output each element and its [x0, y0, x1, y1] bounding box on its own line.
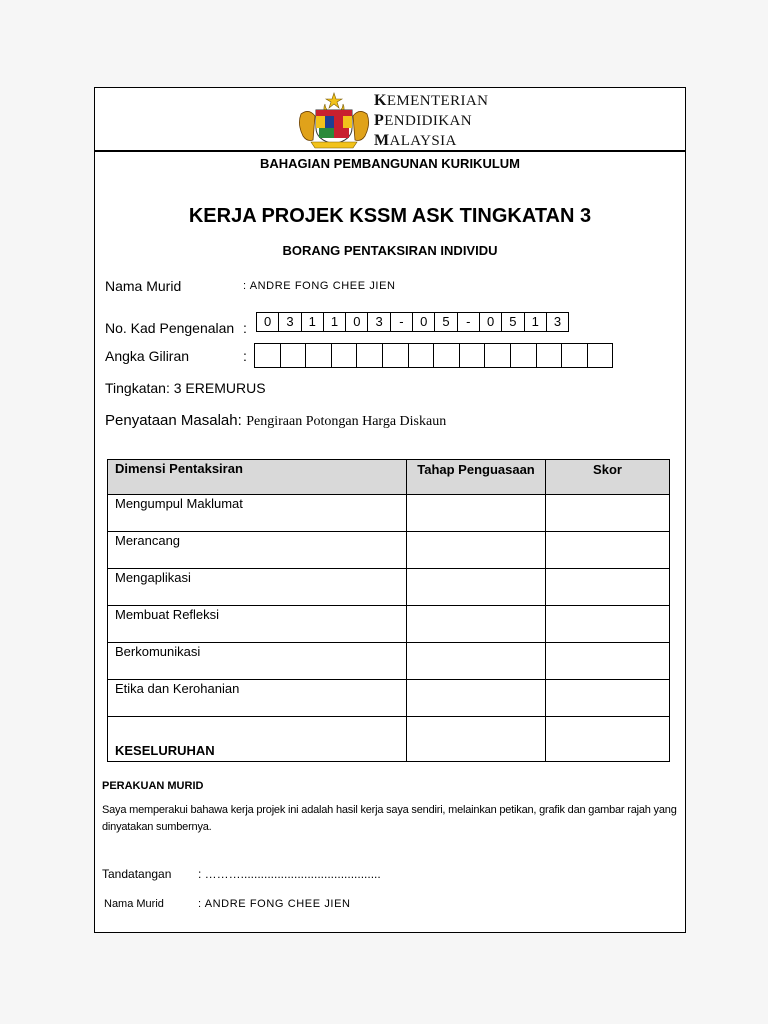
- ic-number-label: No. Kad Pengenalan: [105, 320, 235, 336]
- angka-giliran-box[interactable]: [356, 343, 383, 368]
- angka-giliran-box[interactable]: [254, 343, 281, 368]
- dimension-cell: Merancang: [108, 532, 407, 569]
- tahap-cell[interactable]: [407, 569, 546, 606]
- page-title: KERJA PROJEK KSSM ASK TINGKATAN 3: [188, 205, 592, 227]
- total-tahap-cell[interactable]: [407, 717, 546, 762]
- angka-giliran-box[interactable]: [280, 343, 307, 368]
- header-tahap: Tahap Penguasaan: [407, 460, 546, 495]
- skor-cell[interactable]: [546, 606, 670, 643]
- skor-cell[interactable]: [546, 495, 670, 532]
- header-skor: Skor: [546, 460, 670, 495]
- ministry-line-3: MALAYSIA: [374, 132, 457, 149]
- ic-digit-box: 0: [479, 312, 502, 332]
- angka-giliran-box[interactable]: [433, 343, 460, 368]
- angka-giliran-box[interactable]: [484, 343, 511, 368]
- signature-label: Tandatangan: [102, 867, 172, 881]
- dimension-cell: Mengaplikasi: [108, 569, 407, 606]
- dimension-cell: Berkomunikasi: [108, 643, 407, 680]
- angka-giliran-box[interactable]: [459, 343, 486, 368]
- problem-statement-label: Penyataan Masalah:: [105, 412, 242, 429]
- ic-digit-box: -: [390, 312, 413, 332]
- skor-cell[interactable]: [546, 532, 670, 569]
- angka-giliran-box[interactable]: [587, 343, 614, 368]
- assessment-row: [108, 606, 670, 643]
- ic-number-colon: :: [243, 320, 247, 336]
- problem-statement-value: Pengiraan Potongan Harga Diskaun: [246, 414, 447, 429]
- form-subtitle: BORANG PENTAKSIRAN INDIVIDU: [282, 243, 498, 258]
- total-row: [108, 717, 670, 762]
- skor-cell[interactable]: [546, 569, 670, 606]
- ministry-line-2: PENDIDIKAN: [374, 112, 472, 129]
- angka-giliran-box[interactable]: [331, 343, 358, 368]
- ic-digit-box: 5: [434, 312, 457, 332]
- ic-digit-box: 0: [412, 312, 435, 332]
- assessment-row: [108, 643, 670, 680]
- header-dimension: Dimensi Pentaksiran: [108, 460, 407, 495]
- assessment-row: [108, 532, 670, 569]
- declaration-name-value: : ANDRE FONG CHEE JIEN: [198, 898, 351, 910]
- angka-giliran-label: Angka Giliran: [105, 348, 190, 364]
- total-label: KESELURUHAN: [108, 717, 407, 762]
- ministry-line-1: KEMENTERIAN: [374, 92, 489, 109]
- ic-digit-box: 1: [301, 312, 324, 332]
- angka-giliran-box[interactable]: [561, 343, 588, 368]
- student-name-label: Nama Murid: [105, 278, 182, 294]
- assessment-row: [108, 680, 670, 717]
- assessment-row: [108, 569, 670, 606]
- angka-giliran-box[interactable]: [536, 343, 563, 368]
- malaysia-coat-of-arms-logo: [297, 92, 371, 150]
- tahap-cell[interactable]: [407, 606, 546, 643]
- problem-statement: [105, 412, 446, 430]
- tahap-cell[interactable]: [407, 643, 546, 680]
- tahap-cell[interactable]: [407, 532, 546, 569]
- form-class-label: Tingkatan: 3 EREMURUS: [105, 380, 266, 396]
- declaration-title: PERAKUAN MURID: [102, 780, 204, 792]
- declaration-name-label: Nama Murid: [104, 898, 164, 910]
- assessment-table: [107, 459, 670, 762]
- signature-line[interactable]: : ………..........................................: [198, 867, 381, 881]
- ministry-name: [374, 91, 488, 151]
- ic-digit-box: 5: [501, 312, 524, 332]
- ic-number-boxes: [257, 312, 569, 332]
- angka-giliran-boxes: [255, 343, 613, 368]
- skor-cell[interactable]: [546, 680, 670, 717]
- ic-digit-box: 3: [278, 312, 301, 332]
- tahap-cell[interactable]: [407, 495, 546, 532]
- angka-giliran-colon: :: [243, 348, 247, 364]
- angka-giliran-box[interactable]: [510, 343, 537, 368]
- ic-digit-box: 1: [323, 312, 346, 332]
- dimension-cell: Mengumpul Maklumat: [108, 495, 407, 532]
- assessment-table-header: [108, 460, 670, 495]
- angka-giliran-box[interactable]: [305, 343, 332, 368]
- ic-digit-box: 0: [256, 312, 279, 332]
- ic-digit-box: 1: [524, 312, 547, 332]
- department-heading: BAHAGIAN PEMBANGUNAN KURIKULUM: [95, 150, 685, 178]
- tahap-cell[interactable]: [407, 680, 546, 717]
- skor-cell[interactable]: [546, 643, 670, 680]
- ic-digit-box: 3: [367, 312, 390, 332]
- ic-digit-box: 0: [345, 312, 368, 332]
- dimension-cell: Etika dan Kerohanian: [108, 680, 407, 717]
- assessment-form-page: [94, 87, 686, 933]
- student-name-value: : ANDRE FONG CHEE JIEN: [243, 280, 396, 292]
- angka-giliran-box[interactable]: [382, 343, 409, 368]
- ic-digit-box: 3: [546, 312, 569, 332]
- dimension-cell: Membuat Refleksi: [108, 606, 407, 643]
- total-skor-cell[interactable]: [546, 717, 670, 762]
- angka-giliran-box[interactable]: [408, 343, 435, 368]
- assessment-row: [108, 495, 670, 532]
- declaration-text: Saya memperakui bahawa kerja projek ini adalah hasil kerja saya sendiri, melainkan petikan, grafik dan gambar rajah yang dinyatakan sumbernya.: [102, 804, 677, 833]
- ic-digit-box: -: [457, 312, 480, 332]
